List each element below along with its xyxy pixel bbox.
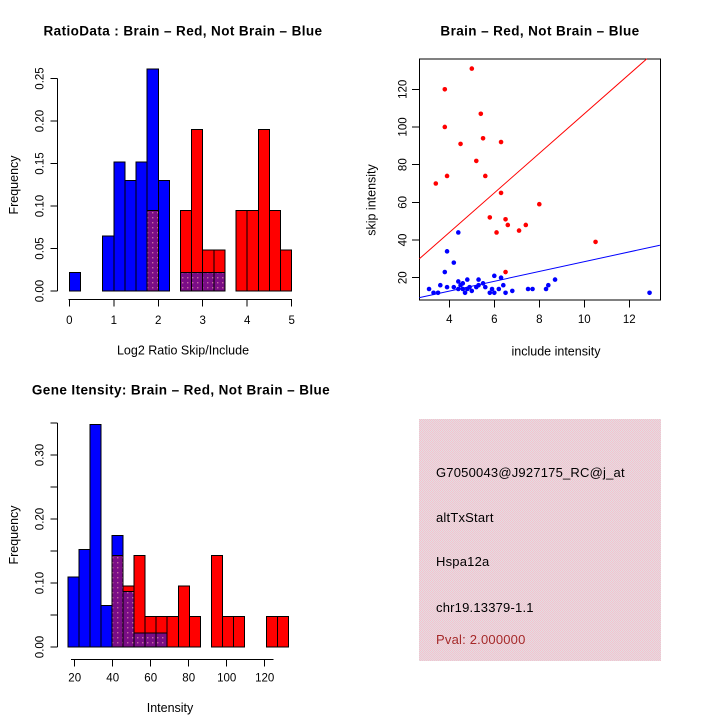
scatter-point-blue xyxy=(526,287,531,292)
pval-text: Pval: 2.000000 xyxy=(436,632,526,647)
gene-name-text: Hspa12a xyxy=(436,554,490,569)
hist-bar-blue xyxy=(158,181,169,292)
y-tick-label: 0.10 xyxy=(34,194,47,218)
scatter-point-red xyxy=(479,111,484,116)
chart-title: Gene Itensity: Brain – Red, Not Brain – Blue xyxy=(31,382,331,398)
hist-bar-overlap-dots xyxy=(192,272,203,291)
scatter-point-red xyxy=(499,140,504,145)
hist-bar-overlap-dots xyxy=(112,555,123,647)
hist-bar-red xyxy=(258,130,269,292)
x-axis-label: include intensity xyxy=(511,344,601,359)
x-axis-label: Intensity xyxy=(146,700,194,715)
scatter-point-red xyxy=(506,223,511,228)
y-tick-label: 0.25 xyxy=(34,67,47,90)
hist-bar-overlap-dots xyxy=(203,272,214,291)
x-tick-label: 100 xyxy=(217,672,237,685)
regression-line-blue xyxy=(419,245,660,297)
y-tick-label: 0.00 xyxy=(34,635,47,659)
y-tick-label: 100 xyxy=(397,117,410,137)
hist-bar-red xyxy=(211,555,222,647)
hist-bar-red xyxy=(189,616,200,647)
scatter-point-red xyxy=(494,230,499,235)
scatter-point-blue xyxy=(476,277,481,282)
scatter-point-blue xyxy=(427,287,432,292)
scatter-point-blue xyxy=(510,289,515,294)
hist-bar-red xyxy=(247,210,258,291)
y-axis-label: Frequency xyxy=(6,505,21,565)
scatter-point-blue xyxy=(461,281,466,286)
scatter-point-red xyxy=(443,125,448,130)
scatter-point-blue xyxy=(456,279,461,284)
y-tick-label: 80 xyxy=(397,158,410,172)
hist-bar-blue xyxy=(69,272,80,291)
scatter-point-blue xyxy=(438,283,443,288)
scatter-point-blue xyxy=(465,277,470,282)
hist-bar-red xyxy=(266,616,277,647)
x-tick-label: 0 xyxy=(66,315,73,328)
y-axis-label: Frequency xyxy=(6,155,21,215)
scatter-point-blue xyxy=(501,283,506,288)
hist-bar-red xyxy=(281,250,292,291)
scatter-point-blue xyxy=(492,290,497,295)
x-tick-label: 10 xyxy=(577,314,591,327)
y-tick-label: 0.00 xyxy=(34,279,47,303)
x-axis-label: Log2 Ratio Skip/Include xyxy=(116,343,250,358)
scatter-point-red xyxy=(503,270,508,275)
x-tick-label: 2 xyxy=(155,315,162,328)
x-tick-label: 120 xyxy=(255,672,275,685)
x-tick-label: 8 xyxy=(536,314,543,327)
hist-bar-red xyxy=(167,616,178,647)
scatter-point-blue xyxy=(647,290,652,295)
scatter-point-blue xyxy=(445,285,450,290)
y-tick-label: 0.15 xyxy=(34,152,47,175)
x-tick-label: 20 xyxy=(68,672,82,685)
x-tick-label: 60 xyxy=(144,672,158,685)
y-tick-label: 0.20 xyxy=(34,507,47,531)
scatter-point-blue xyxy=(499,275,504,280)
hist-bar-blue xyxy=(68,577,79,647)
x-tick-label: 80 xyxy=(182,672,196,685)
hist-bar-red xyxy=(269,210,280,291)
gene-info-panel xyxy=(419,419,661,661)
hist-bar-red xyxy=(178,586,189,647)
scatter-point-blue xyxy=(497,287,502,292)
splice-type-text: altTxStart xyxy=(436,510,494,525)
scatter-point-red xyxy=(474,159,479,164)
scatter-point-red xyxy=(537,202,542,207)
y-tick-label: 40 xyxy=(397,233,410,247)
scatter-point-red xyxy=(481,136,486,141)
scatter-point-red xyxy=(445,174,450,179)
y-tick-label: 60 xyxy=(397,195,410,209)
hist-bar-red xyxy=(192,130,203,292)
x-tick-label: 1 xyxy=(110,315,117,328)
scatter-point-blue xyxy=(476,283,481,288)
hist-bar-blue xyxy=(101,605,112,647)
hist-bar-red xyxy=(233,616,244,647)
hist-bar-blue xyxy=(125,181,136,292)
y-tick-label: 120 xyxy=(397,79,410,99)
hist-bar-blue xyxy=(79,550,90,647)
x-tick-label: 40 xyxy=(106,672,120,685)
scatter-point-red xyxy=(458,142,463,147)
x-tick-label: 3 xyxy=(199,315,206,328)
scatter-point-blue xyxy=(445,249,450,254)
scatter-point-red xyxy=(499,191,504,196)
hist-bar-overlap-dots xyxy=(145,633,156,647)
y-axis-label: skip intensity xyxy=(364,164,379,236)
x-tick-label: 12 xyxy=(622,314,636,327)
scatter-point-blue xyxy=(492,274,497,279)
y-tick-label: 0.30 xyxy=(34,443,47,467)
hist-bar-overlap-dots xyxy=(134,633,145,647)
scatter-point-blue xyxy=(553,277,558,282)
x-tick-label: 4 xyxy=(244,315,251,328)
hist-bar-blue xyxy=(90,424,101,647)
scatter-point-red xyxy=(488,215,493,220)
chart-title: RatioData : Brain – Red, Not Brain – Blue xyxy=(43,23,323,39)
scatter-point-red xyxy=(517,228,522,233)
scatter-point-blue xyxy=(436,290,441,295)
hist-bar-red xyxy=(277,616,288,647)
scatter-point-blue xyxy=(530,287,535,292)
scatter-point-red xyxy=(593,240,598,245)
hist-bar-overlap-dots xyxy=(147,210,158,291)
scatter-point-blue xyxy=(443,270,448,275)
scatter-point-blue xyxy=(456,230,461,235)
x-tick-label: 4 xyxy=(446,314,453,327)
hist-bar-blue xyxy=(114,162,125,291)
scatter-point-blue xyxy=(483,285,488,290)
hist-bar-overlap-dots xyxy=(181,272,192,291)
y-tick-label: 0.10 xyxy=(34,571,47,595)
y-tick-label: 20 xyxy=(397,271,410,285)
hist-bar-overlap-dots xyxy=(123,591,134,647)
probe-id-text: G7050043@J927175_RC@j_at xyxy=(436,465,625,480)
hist-bar-overlap-dots xyxy=(214,272,225,291)
scatter-point-blue xyxy=(452,285,457,290)
regression-line-red xyxy=(419,59,646,259)
scatter-point-blue xyxy=(503,290,508,295)
hist-bar-overlap-dots xyxy=(156,633,167,647)
scatter-point-red xyxy=(470,66,475,71)
scatter-point-blue xyxy=(431,290,436,295)
scatter-point-blue xyxy=(546,283,551,288)
hist-bar-blue xyxy=(136,162,147,291)
x-tick-label: 5 xyxy=(288,315,295,328)
scatter-point-blue xyxy=(452,260,457,265)
scatter-point-red xyxy=(503,217,508,222)
hist-bar-blue xyxy=(103,236,114,291)
hist-bar-red xyxy=(222,616,233,647)
scatter-point-blue xyxy=(470,289,475,294)
x-tick-label: 6 xyxy=(491,314,498,327)
locus-text: chr19.13379-1.1 xyxy=(436,600,534,615)
scatter-point-red xyxy=(434,181,439,186)
scatter-point-red xyxy=(524,223,529,228)
chart-title: Brain – Red, Not Brain – Blue xyxy=(440,23,640,39)
hist-bar-red xyxy=(236,210,247,291)
scatter-point-red xyxy=(483,174,488,179)
y-tick-label: 0.05 xyxy=(34,237,47,260)
y-tick-label: 0.20 xyxy=(34,109,47,133)
scatter-point-red xyxy=(443,87,448,92)
